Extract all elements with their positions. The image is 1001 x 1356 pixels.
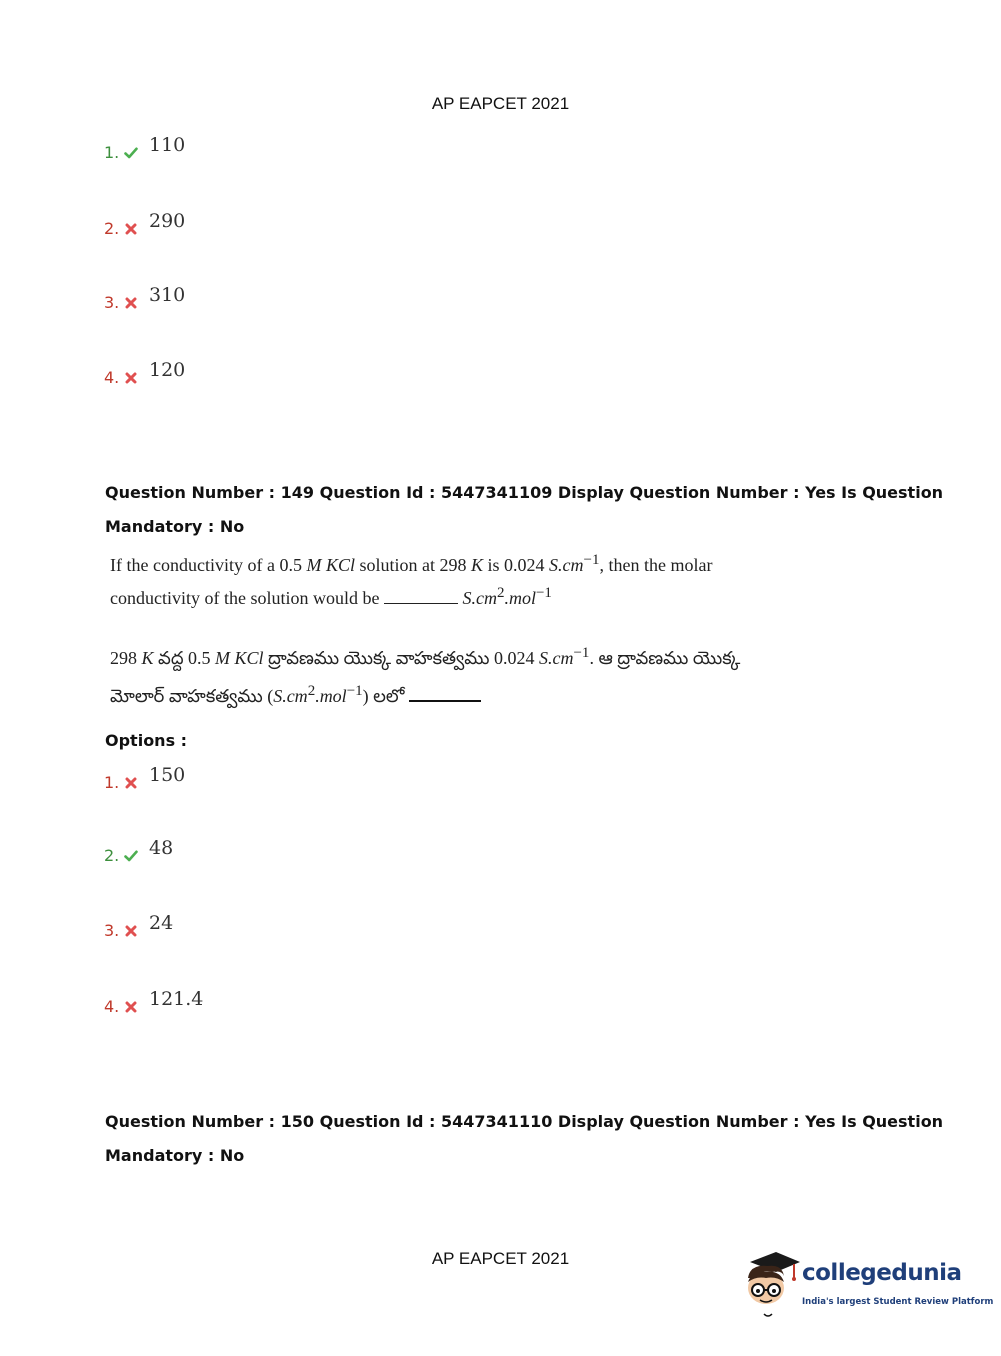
- answer-blank: [409, 686, 481, 702]
- option-value: 110: [149, 134, 186, 156]
- text-run: మోలార్ వాహకత్వము (: [110, 686, 274, 706]
- superscript: −1: [346, 683, 363, 699]
- superscript: −1: [583, 552, 600, 568]
- option-number: 2.: [104, 846, 120, 865]
- cross-icon: [124, 776, 138, 790]
- options-label: Options :: [105, 731, 188, 750]
- text-run: వద్ద 0.5: [153, 648, 216, 668]
- text-run: solution at 298: [354, 555, 471, 575]
- formula-text: M KCl: [306, 555, 355, 575]
- superscript: −1: [535, 585, 552, 601]
- superscript: 2: [307, 683, 316, 699]
- option-value: 150: [149, 764, 186, 786]
- text-run: ) లలో: [362, 686, 409, 706]
- question-meta-line: Question Number : 149 Question Id : 5447341109 Display Question Number : Yes Is Question: [105, 483, 944, 502]
- superscript: −1: [573, 645, 590, 661]
- option-value: 48: [149, 837, 174, 859]
- formula-text: .mol: [315, 686, 347, 706]
- answer-blank: [384, 589, 458, 604]
- option-value: 310: [149, 284, 186, 306]
- text-run: conductivity of the solution would be: [110, 588, 384, 608]
- formula-text: S.cm: [549, 555, 584, 575]
- superscript: 2: [496, 585, 505, 601]
- cross-icon: [124, 371, 138, 385]
- option-number: 4.: [104, 368, 120, 387]
- cross-icon: [124, 296, 138, 310]
- check-icon: [124, 146, 138, 160]
- option-value: 120: [149, 359, 186, 381]
- question-mandatory-line: Mandatory : No: [105, 517, 245, 536]
- option-number: 4.: [104, 997, 120, 1016]
- option-number: 1.: [104, 143, 120, 162]
- option-value: 24: [149, 912, 174, 934]
- option-number: 2.: [104, 219, 120, 238]
- text-run: If the conductivity of a 0.5: [110, 555, 307, 575]
- option-number: 3.: [104, 293, 120, 312]
- formula-text: S.cm: [457, 588, 497, 608]
- cross-icon: [124, 1000, 138, 1014]
- page-footer-title: AP EAPCET 2021: [431, 1249, 570, 1268]
- logo-wordmark: collegedunia: [802, 1260, 962, 1286]
- question-text-english-line1: [110, 552, 712, 576]
- text-run: , then the molar: [599, 555, 713, 575]
- formula-text: S.cm: [273, 686, 308, 706]
- option-number: 3.: [104, 921, 120, 940]
- formula-text: M KCl: [215, 648, 264, 668]
- option-number: 1.: [104, 773, 120, 792]
- formula-text: S.cm: [538, 648, 574, 668]
- option-value: 121.4: [149, 988, 204, 1010]
- formula-text: K: [470, 555, 483, 575]
- option-value: 290: [149, 210, 186, 232]
- logo-tagline: India's largest Student Review Platform: [802, 1297, 994, 1307]
- question-text-telugu-line1: [110, 645, 740, 673]
- question-text-telugu-line2: [110, 683, 481, 711]
- text-run: . ఆ ద్రావణము యొక్క: [589, 648, 741, 668]
- text-run: ద్రావణము యొక్క వాహకత్వము 0.024: [263, 648, 539, 668]
- cross-icon: [124, 924, 138, 938]
- formula-text: K: [141, 648, 154, 668]
- text-run: is 0.024: [482, 555, 549, 575]
- cross-icon: [124, 222, 138, 236]
- page-header-title: AP EAPCET 2021: [431, 94, 570, 113]
- formula-text: .mol: [504, 588, 536, 608]
- mascot-icon: [742, 1248, 802, 1320]
- question-meta-line: Question Number : 150 Question Id : 5447341110 Display Question Number : Yes Is Question: [105, 1112, 944, 1131]
- collegedunia-logo[interactable]: [742, 1248, 994, 1320]
- check-icon: [124, 849, 138, 863]
- text-run: 298: [110, 648, 142, 668]
- question-mandatory-line: Mandatory : No: [105, 1146, 245, 1165]
- question-text-english-line2: [110, 585, 552, 609]
